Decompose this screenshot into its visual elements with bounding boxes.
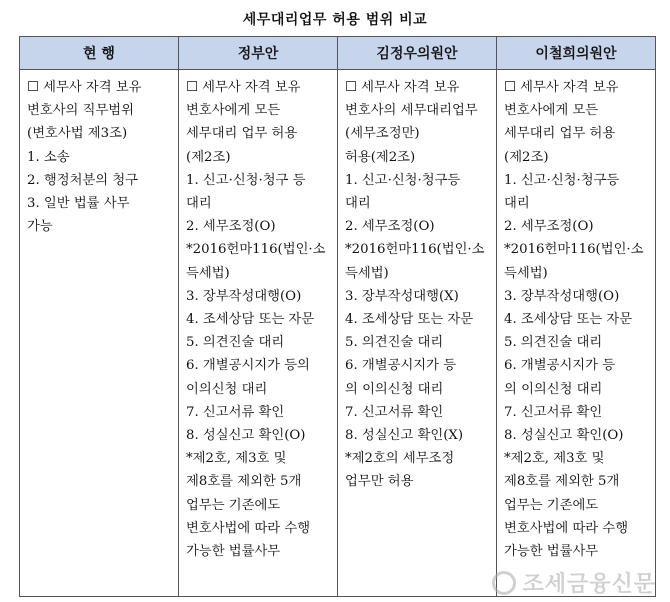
cell-line: 가능한 법률사무	[186, 544, 281, 560]
cell-line: 업무만 허용	[345, 474, 414, 490]
cell-line: 변호사의 직무범위	[27, 103, 134, 119]
cell-line: 대리	[504, 196, 530, 212]
cell-line: 제8호를 제외한 5개	[504, 474, 620, 490]
cell-line: 득세법)	[504, 265, 548, 281]
cell-line: *2016헌마116(법인·소	[186, 242, 326, 258]
cell-line: 2. 세무조정(O)	[186, 219, 276, 235]
document-title: 세무대리업무 허용 범위 비교	[242, 12, 428, 28]
cell-line: 1. 신고·신청·청구등	[504, 172, 620, 188]
watermark	[492, 567, 656, 598]
cell-line: 8. 성실신고 확인(O)	[504, 428, 624, 444]
cell-line: 7. 신고서류 확인	[186, 404, 285, 420]
comparison-table	[19, 36, 656, 597]
cell-line: 5. 의견진술 대리	[504, 335, 603, 351]
cell-line: 4. 조세상담 또는 자문	[504, 312, 633, 328]
cell-line: 업무는 기존에도	[504, 497, 599, 513]
cell-current-law	[20, 70, 179, 597]
cell-line: (세무조정만)	[345, 126, 420, 142]
cell-line: 득세법)	[345, 265, 389, 281]
cell-line: 6. 개별공시지가 등	[504, 358, 616, 374]
cell-line: *2016헌마116(법인·소	[504, 242, 644, 258]
cell-kim-jeongwoo-bill	[338, 70, 497, 597]
watermark-logo-icon	[492, 571, 516, 595]
cell-line: 의 이의신청 대리	[504, 381, 603, 397]
cell-line: 변호사에게 모든	[504, 103, 599, 119]
watermark-text: 조세금융신문	[522, 572, 656, 597]
header-lee-cheolhee-bill: 이철희의원안	[497, 37, 656, 70]
header-kim-jeongwoo-bill: 김정우의원안	[338, 37, 497, 70]
cell-line: 득세법)	[186, 265, 230, 281]
cell-line: *제2호, 제3호 및	[504, 451, 605, 467]
cell-line: ☐ 세무사 자격 보유	[27, 80, 142, 95]
cell-line: 7. 신고서류 확인	[504, 404, 603, 420]
cell-line: (제2조)	[504, 149, 549, 165]
cell-line: 변호사법에 따라 수행	[504, 520, 629, 536]
cell-line: 6. 개별공시지가 등의	[186, 358, 310, 374]
cell-line: 가능한 법률사무	[504, 544, 599, 560]
cell-lee-cheolhee-bill	[497, 70, 656, 597]
cell-line: ☐ 세무사 자격 보유	[186, 80, 301, 95]
cell-line: 2. 행정처분의 청구	[27, 172, 139, 188]
cell-line: 5. 의견진술 대리	[186, 335, 285, 351]
header-current-law: 현 행	[20, 37, 179, 70]
cell-line: 5. 의견진술 대리	[345, 335, 444, 351]
cell-line: 1. 신고·신청·청구등	[345, 172, 461, 188]
cell-line: 가능	[27, 219, 53, 235]
cell-line: 3. 장부작성대행(O)	[504, 288, 620, 304]
cell-line: 2. 세무조정(O)	[504, 219, 594, 235]
cell-line: 세무대리 업무 허용	[504, 126, 616, 142]
cell-line: *제2호의 세무조정	[345, 451, 455, 467]
cell-line: 3. 장부작성대행(X)	[345, 288, 459, 304]
cell-line: 업무는 기존에도	[186, 497, 281, 513]
cell-line: *2016헌마116(법인·소	[345, 242, 485, 258]
cell-line: 대리	[186, 196, 212, 212]
cell-line: 1. 소송	[27, 149, 70, 165]
cell-line: 변호사의 세무대리업무	[345, 103, 478, 119]
cell-line: 변호사에게 모든	[186, 103, 281, 119]
cell-line: 2. 세무조정(O)	[345, 219, 435, 235]
cell-line: 허용(제2조)	[345, 149, 416, 165]
cell-line: 4. 조세상담 또는 자문	[345, 312, 474, 328]
header-row	[20, 37, 656, 70]
cell-government-bill	[179, 70, 338, 597]
cell-line: 세무대리 업무 허용	[186, 126, 298, 142]
cell-line: 8. 성실신고 확인(X)	[345, 428, 464, 444]
cell-line: 6. 개별공시지가 등	[345, 358, 457, 374]
cell-line: 3. 일반 법률 사무	[27, 196, 130, 212]
cell-line: 4. 조세상담 또는 자문	[186, 312, 315, 328]
cell-line: 8. 성실신고 확인(O)	[186, 428, 306, 444]
cell-line: ☐ 세무사 자격 보유	[504, 80, 619, 95]
cell-line: *제2호, 제3호 및	[186, 451, 287, 467]
cell-line: (제2조)	[186, 149, 231, 165]
header-government-bill: 정부안	[179, 37, 338, 70]
cell-line: 대리	[345, 196, 371, 212]
cell-line: ☐ 세무사 자격 보유	[345, 80, 460, 95]
content-row	[20, 70, 656, 597]
cell-line: (변호사법 제3조)	[27, 126, 128, 142]
cell-line: 7. 신고서류 확인	[345, 404, 444, 420]
cell-line: 제8호를 제외한 5개	[186, 474, 302, 490]
cell-line: 이의신청 대리	[186, 381, 268, 397]
cell-line: 의 이의신청 대리	[345, 381, 444, 397]
cell-line: 변호사법에 따라 수행	[186, 520, 311, 536]
cell-line: 1. 신고·신청·청구 등	[186, 172, 306, 188]
cell-line: 3. 장부작성대행(O)	[186, 288, 302, 304]
